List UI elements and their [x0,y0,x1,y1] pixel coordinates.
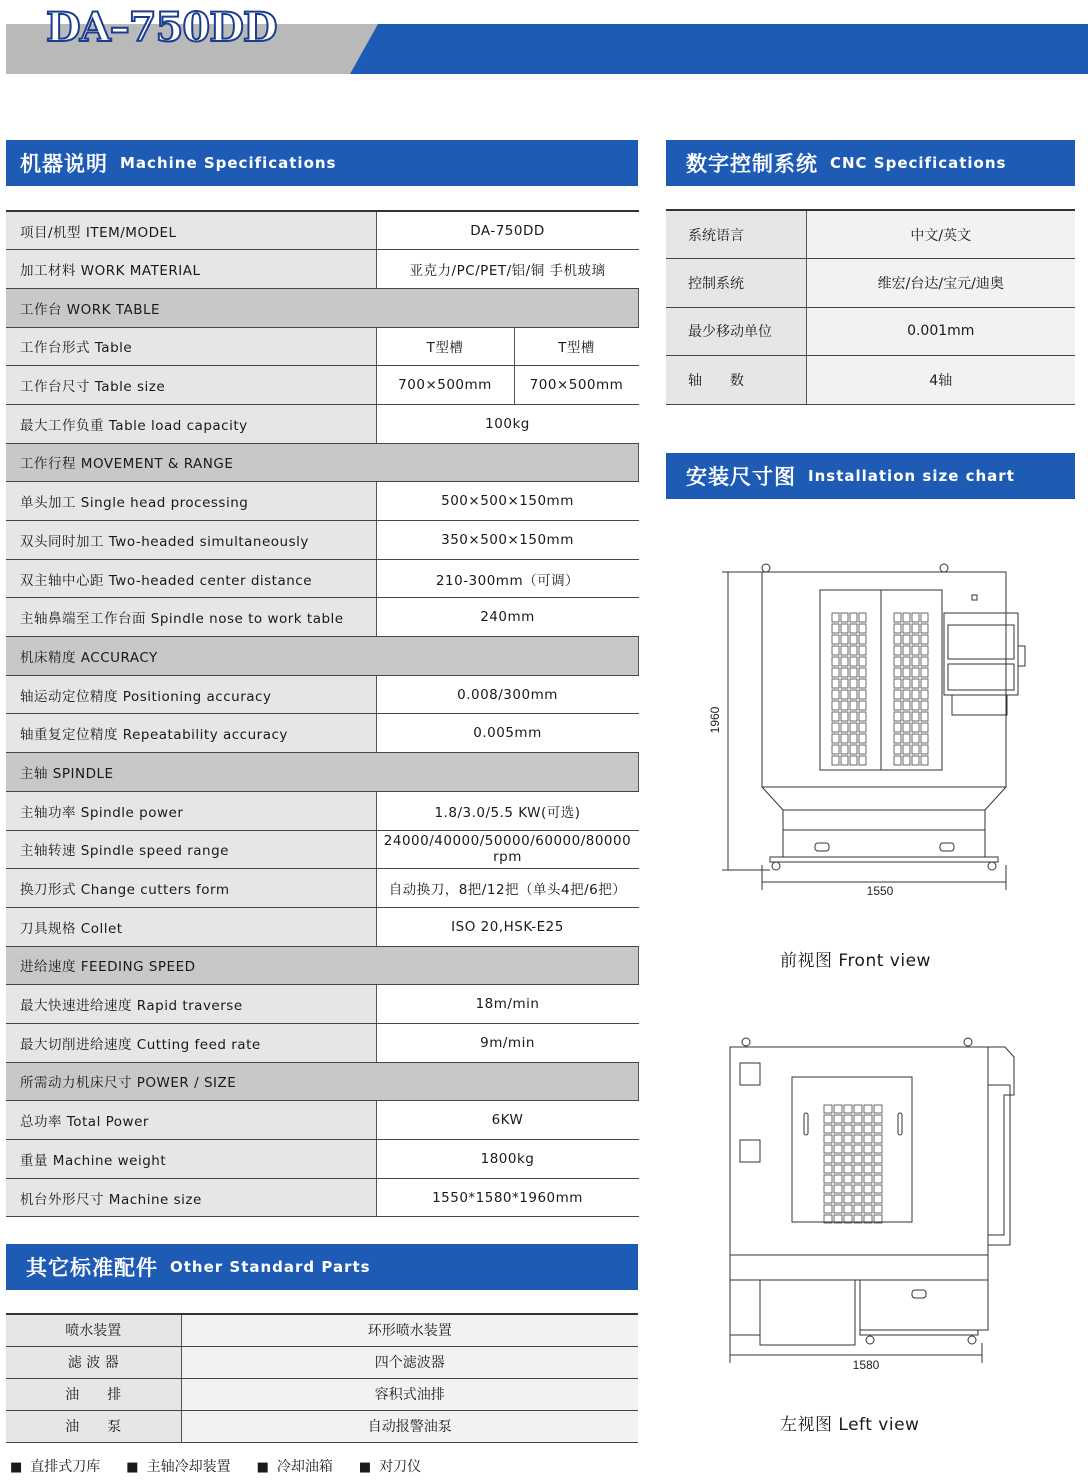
spec-row [6,559,639,598]
cnc-specs-title-cn: 数字控制系统 [686,152,818,176]
spec-value: 1800kg [376,1140,639,1179]
cnc-label: 轴 数 [666,356,806,405]
standard-part-item: ■ 对刀仪 [359,1456,421,1476]
spec-row [6,598,639,637]
part-label: 油 泵 [6,1410,181,1442]
spec-row [6,675,639,714]
spec-row [6,869,639,908]
other-parts-bar [6,1244,638,1290]
spec-row [6,404,639,443]
cnc-row [666,356,1075,405]
spec-row [6,1178,639,1217]
spec-value: 0.008/300mm [376,675,639,714]
cnc-label: 最少移动单位 [666,307,806,356]
left-width-dim: 1580 [852,1358,880,1372]
part-value: 自动报警油泵 [181,1410,638,1442]
spec-row [6,521,639,560]
spec-value: 1550*1580*1960mm [376,1178,639,1217]
cnc-row [666,259,1075,308]
spec-label: 项目/机型 ITEM/MODEL [6,211,376,250]
left-view-caption: 左视图 Left view [780,1415,920,1435]
spec-row [6,211,639,250]
standard-part-item: ■ 直排式刀库 [10,1456,100,1476]
spec-label: 双主轴中心距 Two-headed center distance [6,559,376,598]
spec-row [6,1101,639,1140]
spec-label: 双头同时加工 Two-headed simultaneously [6,521,376,560]
part-row [6,1314,638,1346]
cnc-label: 系统语言 [666,210,806,259]
spec-value: T型槽 [514,327,639,366]
spec-section-heading: 进给速度 FEEDING SPEED [6,946,639,985]
spec-row [6,985,639,1024]
machine-specs-title-en: Machine Specifications [120,154,337,172]
spec-label: 轴重复定位精度 Repeatability accuracy [6,714,376,753]
cnc-row [666,307,1075,356]
part-value: 四个滤波器 [181,1346,638,1378]
other-parts-title-en: Other Standard Parts [170,1258,371,1276]
spec-value: 亚克力/PC/PET/铝/铜 手机玻璃 [376,250,639,289]
spec-value: 350×500×150mm [376,521,639,560]
machine-specs-bar [6,140,638,186]
spec-label: 最大工作负重 Table load capacity [6,404,376,443]
spec-row [6,753,639,792]
spec-value: 240mm [376,598,639,637]
part-row [6,1346,638,1378]
spec-label: 主轴功率 Spindle power [6,791,376,830]
spec-row [6,443,639,482]
part-row [6,1410,638,1442]
spec-value: 700×500mm [376,366,514,405]
spec-row [6,1140,639,1179]
spec-label: 单头加工 Single head processing [6,482,376,521]
spec-value: 100kg [376,404,639,443]
spec-value: 0.005mm [376,714,639,753]
spec-value: T型槽 [376,327,514,366]
cnc-label: 控制系统 [666,259,806,308]
cnc-value: 0.001mm [806,307,1075,356]
spec-value: 24000/40000/50000/60000/80000 rpm [376,830,639,869]
spec-row [6,830,639,869]
part-row [6,1378,638,1410]
spec-label: 最大切削进给速度 Cutting feed rate [6,1023,376,1062]
cnc-value: 维宏/台达/宝元/迪奥 [806,259,1075,308]
spec-row [6,714,639,753]
standard-part-item: ■ 主轴冷却装置 [126,1456,230,1476]
part-label: 油 排 [6,1378,181,1410]
spec-row [6,637,639,676]
machine-specs-table [6,210,639,1217]
cnc-specs-table [666,209,1075,405]
spec-value: ISO 20,HSK-E25 [376,907,639,946]
installation-title-cn: 安装尺寸图 [686,465,796,489]
spec-label: 工作台尺寸 Table size [6,366,376,405]
part-value: 环形喷水装置 [181,1314,638,1346]
part-label: 喷水装置 [6,1314,181,1346]
spec-value: 1.8/3.0/5.5 KW(可选) [376,791,639,830]
spec-label: 机台外形尺寸 Machine size [6,1178,376,1217]
header-blue-band [350,24,1088,74]
spec-label: 重量 Machine weight [6,1140,376,1179]
spec-row [6,366,639,405]
spec-row [6,288,639,327]
part-label: 滤 波 器 [6,1346,181,1378]
cnc-row [666,210,1075,259]
spec-value: 18m/min [376,985,639,1024]
standard-parts-list [10,1456,421,1476]
cnc-specs-bar [666,140,1075,186]
other-parts-title-cn: 其它标准配件 [26,1256,158,1280]
spec-row [6,327,639,366]
spec-value: DA-750DD [376,211,639,250]
spec-value: 自动换刀，8把/12把（单头4把/6把） [376,869,639,908]
spec-label: 刀具规格 Collet [6,907,376,946]
other-parts-table [6,1313,638,1443]
spec-value: 210-300mm（可调） [376,559,639,598]
machine-specs-title-cn: 机器说明 [20,152,108,176]
cnc-specs-title-en: CNC Specifications [830,154,1007,172]
cnc-value: 中文/英文 [806,210,1075,259]
spec-row [6,482,639,521]
spec-label: 轴运动定位精度 Positioning accuracy [6,675,376,714]
spec-label: 工作台形式 Table [6,327,376,366]
spec-section-heading: 所需动力机床尺寸 POWER / SIZE [6,1062,639,1101]
spec-row [6,250,639,289]
front-width-dim: 1550 [866,884,894,898]
spec-label: 加工材料 WORK MATERIAL [6,250,376,289]
spec-row [6,1062,639,1101]
front-view-drawing [700,560,1040,905]
part-value: 容积式油排 [181,1378,638,1410]
standard-part-item: ■ 冷却油箱 [257,1456,333,1476]
cnc-value: 4轴 [806,356,1075,405]
spec-label: 最大快速进给速度 Rapid traverse [6,985,376,1024]
spec-row [6,946,639,985]
spec-value: 700×500mm [514,366,639,405]
front-view-caption: 前视图 Front view [780,951,931,971]
spec-label: 总功率 Total Power [6,1101,376,1140]
spec-row [6,1023,639,1062]
spec-section-heading: 主轴 SPINDLE [6,753,639,792]
installation-bar [666,453,1075,499]
left-view-drawing [720,1035,1040,1375]
spec-row [6,791,639,830]
spec-label: 主轴转速 Spindle speed range [6,830,376,869]
front-height-dim: 1960 [708,706,722,734]
spec-row [6,907,639,946]
spec-section-heading: 工作行程 MOVEMENT & RANGE [6,443,639,482]
installation-title-en: Installation size chart [808,467,1015,485]
spec-label: 换刀形式 Change cutters form [6,869,376,908]
spec-value: 500×500×150mm [376,482,639,521]
spec-value: 6KW [376,1101,639,1140]
model-title: DA–750DD [46,4,277,51]
spec-section-heading: 工作台 WORK TABLE [6,288,639,327]
spec-label: 主轴鼻端至工作台面 Spindle nose to work table [6,598,376,637]
spec-section-heading: 机床精度 ACCURACY [6,637,639,676]
spec-value: 9m/min [376,1023,639,1062]
